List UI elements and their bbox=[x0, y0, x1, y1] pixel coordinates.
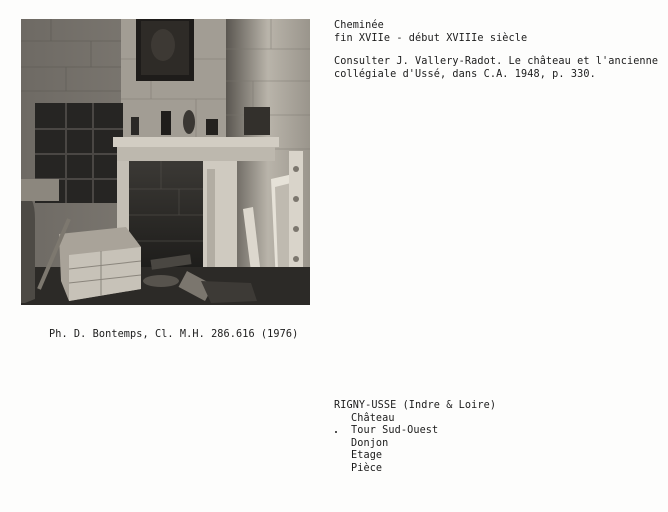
reference-line-1: Consulter J. Vallery-Radot. Le château et l'ancienne bbox=[334, 56, 659, 67]
location-commune: RIGNY-USSE (Indre & Loire) bbox=[334, 400, 497, 411]
reference-line-2: collégiale d'Ussé, dans C.A. 1948, p. 330. bbox=[334, 68, 596, 80]
photo-credit: Ph. D. Bontemps, Cl. M.H. 286.616 (1976) bbox=[49, 329, 299, 340]
location-item: Château bbox=[351, 412, 395, 424]
title-block bbox=[334, 20, 527, 45]
fireplace-photograph bbox=[21, 19, 310, 305]
title-line-1: Cheminée bbox=[334, 20, 384, 31]
title-line-2: fin XVIIe - début XVIIIe siècle bbox=[334, 32, 528, 44]
location-item: Donjon bbox=[351, 437, 389, 449]
location-item: Pièce bbox=[351, 462, 383, 474]
location-block bbox=[334, 400, 496, 475]
reference-block bbox=[334, 56, 658, 81]
bullet-mark bbox=[335, 431, 337, 433]
location-item: Etage bbox=[351, 450, 383, 461]
location-item: Tour Sud-Ouest bbox=[351, 425, 439, 436]
